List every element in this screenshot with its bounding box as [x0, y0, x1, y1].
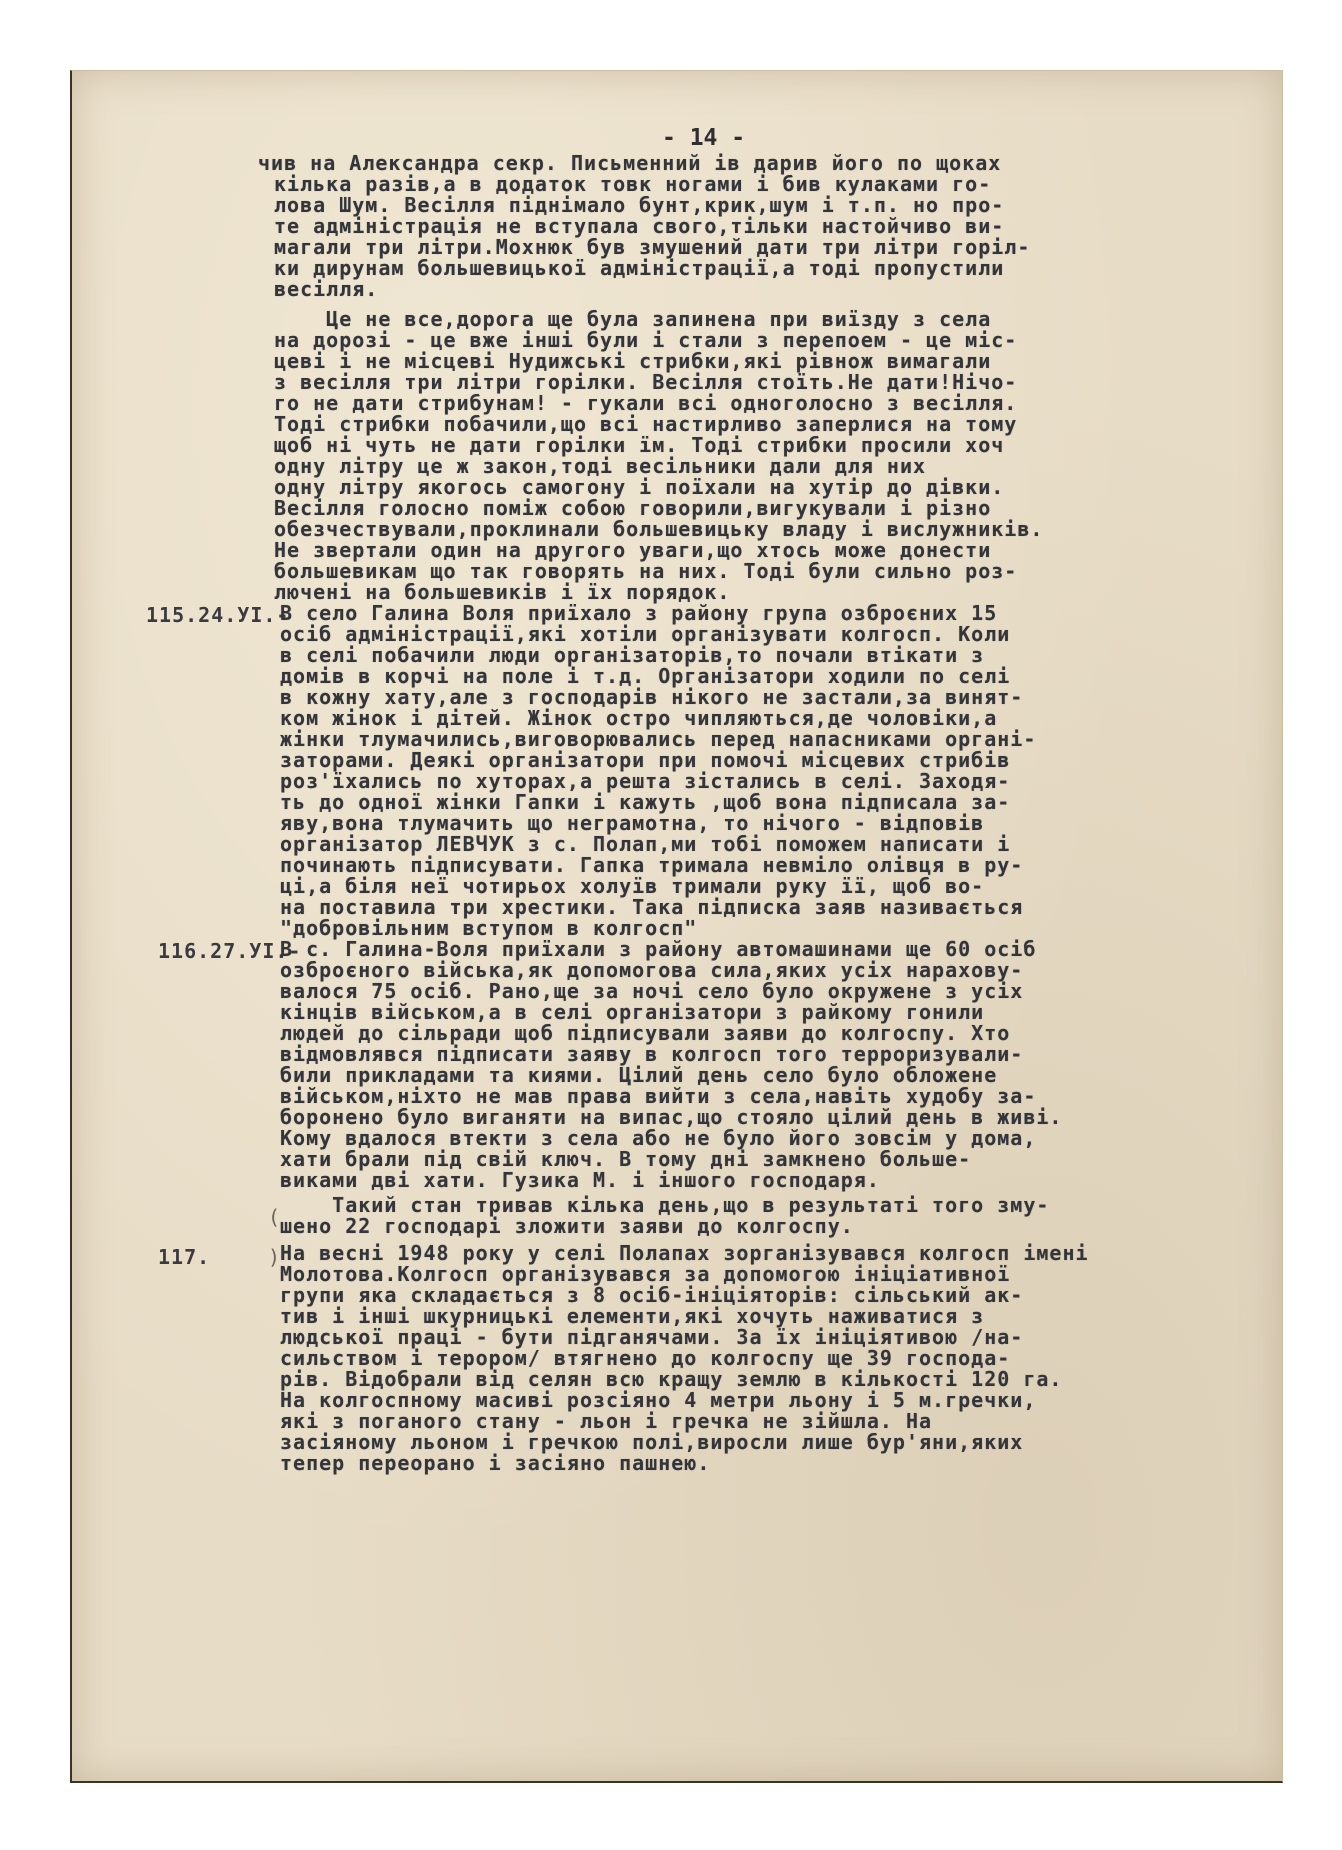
margin-pencil-mark: ( [268, 1205, 281, 1229]
text-line: Весілля голосно поміж собою говорили,вигукували і різно [274, 496, 992, 520]
text-line: кілька разів,а в додаток товк ногами і бив кулаками го- [274, 172, 992, 196]
text-line: роз'їхались по хуторах,а решта зістались в селі. Заходя- [280, 769, 1011, 793]
text-line: яву,вона тлумачить що неграмотна, то нічого - відповів [280, 811, 985, 835]
text-line: військом,ніхто не мав права вийти з села,навіть худобу за- [280, 1084, 1037, 1108]
text-line: Тоді стрибки побачили,що всі настирливо заперлися на тому [274, 412, 1018, 436]
text-line: Такий стан тривав кілька день,що в результаті того зму- [280, 1193, 1050, 1217]
text-line: озброєного війська,як допомогова сила,яких усіх нарахову- [280, 958, 1024, 982]
text-line: Кому вдалося втекти з села або не було його зовсім у дома, [280, 1126, 1037, 1150]
text-line: боронено було виганяти на випас,що стояло цілий день в живі. [280, 1105, 1063, 1129]
entry-number-116: 116.27.УІ.- [158, 939, 302, 963]
text-line: домів в корчі на поле і т.д. Організатори ходили по селі [280, 664, 1011, 688]
text-line: В село Галина Воля приїхало з району група озброєних 15 [280, 601, 998, 625]
text-line: засіяному льоном і гречкою полі,виросли лише бур'яни,яких [280, 1430, 1024, 1454]
text-line: виками дві хати. Гузика М. і іншого господаря. [280, 1168, 880, 1192]
text-line: ть до одної жінки Гапки і кажуть ,щоб вона підписала за- [280, 790, 1011, 814]
text-line: весілля. [274, 277, 379, 301]
text-line: ком жінок і дітей. Жінок остро чипляються,де чоловіки,а [280, 706, 998, 730]
text-line: щоб ні чуть не дати горілки їм. Тоді стрибки просили хоч [274, 433, 1005, 457]
text-line: кінців військом,а в селі організатори з райкому гонили [280, 1000, 985, 1024]
text-line: Молотова.Колгосп організувався за допомогою ініціативної [280, 1262, 1011, 1286]
text-line: Це не все,дорога ще була запинена при виїзду з села [274, 307, 992, 331]
text-line: го не дати стрибунам! - гукали всі одноголосно з весілля. [274, 391, 1018, 415]
text-line: відмовлявся підписати заяву в колгосп того терроризували- [280, 1042, 1024, 1066]
text-line: починають підписувати. Гапка тримала невміло олівця в ру- [280, 853, 1024, 877]
text-line: цеві і не місцеві Нудижські стрибки,які рівнож вимагали [274, 349, 992, 373]
margin-pencil-mark: ) [268, 1245, 281, 1269]
text-line: заторами. Деякі організатори при помочі місцевих стрибів [280, 748, 1011, 772]
text-line: хати брали під свій ключ. В тому дні замкнено больше- [280, 1147, 972, 1171]
text-line: тив і інші шкурницькі елементи,які хочуть наживатися з [280, 1304, 985, 1328]
text-line: чив на Александра секр. Письменний ів дарив його по щоках [258, 151, 1002, 175]
text-line: ці,а біля неї чотирьох холуїв тримали руку її, щоб во- [280, 874, 985, 898]
text-line: одну літру якогось самогону і поїхали на хутір до дівки. [274, 475, 1005, 499]
text-line: лючені на большевиків і їх порядок. [274, 580, 731, 604]
text-line: большевикам що так говорять на них. Тоді були сильно роз- [274, 559, 1018, 583]
text-line: організатор ЛЕВЧУК з с. Полап,ми тобі поможем написати і [280, 832, 1011, 856]
text-line: групи яка складається з 8 осіб-ініціяторів: сільський ак- [280, 1283, 1024, 1307]
text-line: які з поганого стану - льон і гречка не зійшла. На [280, 1409, 933, 1433]
text-line: одну літру це ж закон,тоді весільники дали для них [274, 454, 927, 478]
text-line: з весілля три літри горілки. Весілля стоїть.Не дати!Нічо- [274, 370, 1018, 394]
text-line: тепер переорано і засіяно пашнею. [280, 1451, 711, 1475]
text-line: магали три літри.Мохнюк був змушений дати три літри горіл- [274, 235, 1031, 259]
text-line: били прикладами та киями. Цілий день село було обложене [280, 1063, 998, 1087]
document-page [70, 70, 1283, 1783]
text-line: "добровільним вступом в колгосп" [280, 916, 698, 940]
entry-number-115: 115.24.УІ.- [146, 603, 290, 627]
text-line: рів. Відобрали від селян всю кращу землю в кількості 120 га. [280, 1367, 1063, 1391]
text-line: шено 22 господарі зложити заяви до колгоспу. [280, 1214, 854, 1238]
text-line: В с. Галина-Воля приїхали з району автомашинами ще 60 осіб [280, 937, 1037, 961]
text-line: в селі побачили люди організаторів,то почали втікати з [280, 643, 985, 667]
text-line: осіб адміністрації,які хотіли організувати колгосп. Коли [280, 622, 1011, 646]
text-line: лова Шум. Весілля піднімало бунт,крик,шум і т.п. но про- [274, 193, 1005, 217]
text-line: жінки тлумачились,виговорювались перед напасниками органі- [280, 727, 1037, 751]
text-line: на поставила три хрестики. Така підписка заяв називається [280, 895, 1024, 919]
text-line: сильством і терором/ втягнено до колгоспу ще 39 господа- [280, 1346, 1011, 1370]
entry-number-117: 117. [158, 1245, 211, 1269]
text-line: людської праці - бути підганячами. За їх ініціятивою /на- [280, 1325, 1024, 1349]
text-line: те адміністрація не вступала свого,тільки настойчиво ви- [274, 214, 1005, 238]
text-line: на дорозі - це вже інші були і стали з перепоем - це міс- [274, 328, 1018, 352]
text-line: валося 75 осіб. Рано,ще за ночі село було окружене з усіх [280, 979, 1024, 1003]
text-line: На колгоспному масиві розсіяно 4 метри льону і 5 м.гречки, [280, 1388, 1037, 1412]
text-line: людей до сільради щоб підписували заяви до колгоспу. Хто [280, 1021, 1011, 1045]
text-line: обезчествували,проклинали большевицьку владу і вислужників. [274, 517, 1044, 541]
text-line: ки дирунам большевицької адміністрації,а тоді пропустили [274, 256, 1005, 280]
text-line: Не звертали один на другого уваги,що хтось може донести [274, 538, 992, 562]
text-line: На весні 1948 року у селі Полапах зорганізувався колгосп імені [280, 1241, 1089, 1265]
page-number: - 14 - [662, 125, 746, 151]
text-line: в кожну хату,але з господарів нікого не застали,за винят- [280, 685, 1024, 709]
